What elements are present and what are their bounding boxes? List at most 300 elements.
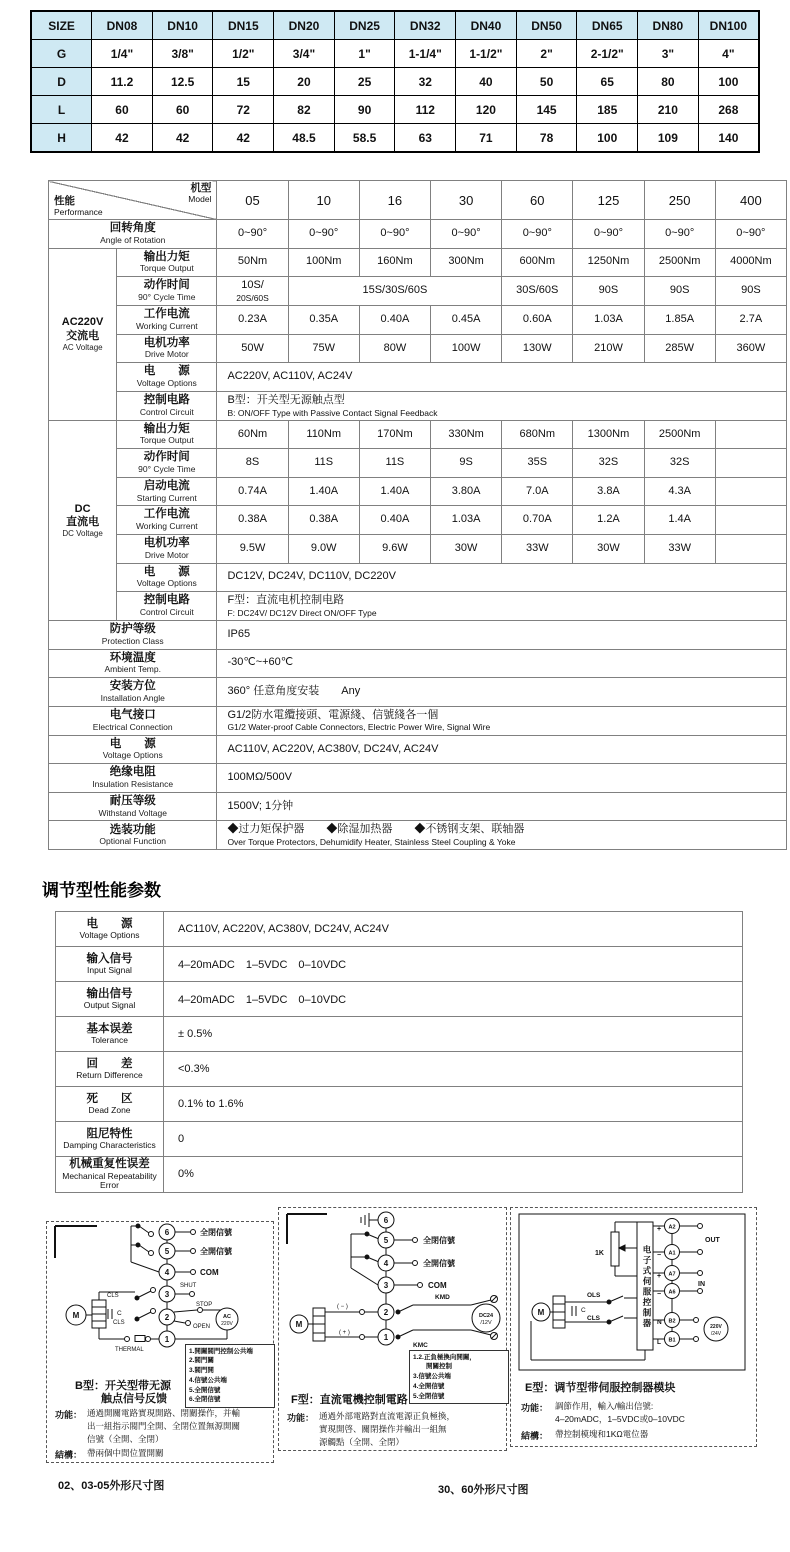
- voltage-group-cell: [49, 420, 117, 620]
- row-label-cn: 环境温度: [109, 651, 156, 664]
- value-text: 33W: [525, 541, 549, 554]
- legend-line: 1.開關閥門控制公共端: [189, 1347, 253, 1355]
- value-text: 50W: [241, 341, 264, 354]
- reg-row-label: [56, 1052, 164, 1087]
- perf-value-cell: [644, 449, 715, 478]
- size-row: [31, 96, 759, 124]
- terminal-label: A2: [668, 1224, 676, 1231]
- value-text: B型：开关型无源触点型: [227, 393, 345, 406]
- perf-value-cell: [502, 220, 573, 249]
- reg-label-cn: 基本误差: [86, 1022, 133, 1035]
- size-row-label: H: [31, 124, 92, 153]
- row-label-cn: 回转角度: [109, 222, 156, 234]
- reg-label-en: Damping Characteristics: [63, 1140, 156, 1151]
- perf-value-cell: [502, 420, 573, 449]
- perf-value-cell: [431, 477, 502, 506]
- plus-mark: +: [657, 1225, 662, 1233]
- size-cell: 100: [577, 124, 638, 153]
- enclosure-corner: [287, 1214, 327, 1244]
- perf-row: [49, 678, 787, 707]
- perf-value-cell: [715, 220, 786, 249]
- perf-value-cell: [217, 248, 288, 277]
- size-row-label: G: [31, 40, 92, 68]
- terminal-label: A1: [668, 1250, 676, 1257]
- perf-row: [49, 592, 787, 621]
- reg-row: [56, 947, 743, 982]
- terminal-number: 4: [383, 1258, 389, 1268]
- size-cell: 72: [213, 96, 274, 124]
- perf-row: [49, 248, 787, 277]
- e-diagram-title: E型：调节型带伺服控制器模块: [525, 1381, 676, 1394]
- dc-voltage-label2: /12V: [480, 1319, 492, 1326]
- size-cell: 12.5: [152, 68, 213, 96]
- terminal-number: 4: [164, 1267, 170, 1277]
- value-text: 2500Nm: [658, 255, 701, 268]
- value-text: 1.03A: [594, 312, 623, 325]
- value-text: 170Nm: [377, 427, 413, 440]
- perf-value-cell: [573, 220, 644, 249]
- size-cell: 3/8": [152, 40, 213, 68]
- e-structure-label: 結構：: [521, 1430, 549, 1441]
- perf-row-label: [49, 220, 217, 249]
- size-header-cell: DN32: [395, 11, 456, 40]
- size-row: [31, 40, 759, 68]
- capacitor-label: C: [117, 1309, 122, 1317]
- regulation-section-heading: 调节型性能参数: [42, 881, 161, 901]
- row-label-en: Voltage Options: [136, 377, 197, 388]
- size-header-cell: DN100: [698, 11, 759, 40]
- b-function-label: 功能：: [55, 1409, 83, 1420]
- perf-row: [49, 363, 787, 392]
- f-diagram-title: F型：直流電機控制電路: [291, 1393, 408, 1406]
- e-func-line: 4–20mADC，1–5VDC或0–10VDC: [555, 1413, 685, 1424]
- regulation-table: [55, 911, 743, 1192]
- size-header-cell: DN15: [213, 11, 274, 40]
- terminal-label: B1: [668, 1337, 676, 1344]
- row-label-en: Voltage Options: [102, 750, 163, 761]
- reg-label-cn: 回 差: [86, 1057, 133, 1070]
- capacitor-label: C: [581, 1306, 586, 1314]
- perf-value-cell: [359, 449, 430, 478]
- row-label-en: Torque Output: [139, 263, 194, 274]
- perf-value-cell: [715, 334, 786, 363]
- perf-row-label: [49, 764, 217, 793]
- model-header-cell: 30: [431, 181, 502, 220]
- power-voltage-label: 220V: [710, 1323, 722, 1330]
- value-text: 360° 任意角度安装 Any: [227, 685, 361, 698]
- perf-value-cell: [217, 792, 787, 821]
- row-label-en: Electrical Connection: [92, 721, 173, 732]
- value-text: 1.40A: [380, 484, 410, 497]
- perf-value-cell: [715, 477, 786, 506]
- perf-value-cell: [644, 220, 715, 249]
- row-label-cn: 动作时间: [143, 279, 190, 292]
- perf-value-cell: [644, 306, 715, 335]
- perf-row: [49, 277, 787, 306]
- size-header-cell: DN20: [274, 11, 335, 40]
- value-text: 0~90°: [593, 226, 624, 239]
- perf-value-cell: [715, 248, 786, 277]
- e-function-label: 功能：: [521, 1402, 549, 1413]
- perf-row-label: [117, 391, 217, 420]
- perf-row: [49, 391, 787, 420]
- value-text: 4.3A: [668, 484, 691, 497]
- dc-voltage-label: DC24: [478, 1312, 494, 1319]
- perf-value-cell: [644, 477, 715, 506]
- minus-label: ( − ): [337, 1303, 348, 1310]
- cls-label: CLS: [113, 1319, 125, 1326]
- row-label-cn: 控制电路: [143, 393, 190, 406]
- value-text: AC110V, AC220V, AC380V, DC24V, AC24V: [227, 742, 439, 755]
- value-text: 2500Nm: [658, 427, 701, 440]
- perf-row: [49, 334, 787, 363]
- value-text: 100W: [451, 341, 481, 354]
- perf-value-cell: [288, 506, 359, 535]
- perf-value-cell: [644, 506, 715, 535]
- row-label-en: Ambient Temp.: [104, 664, 161, 675]
- perf-value-cell: [359, 220, 430, 249]
- legend-line: 2.閥門關: [189, 1357, 214, 1365]
- perf-value-cell: [217, 363, 787, 392]
- group-name: AC220V: [61, 316, 104, 329]
- perf-row-label: [49, 821, 217, 850]
- perf-value-cell: [217, 735, 787, 764]
- perf-value-cell: [715, 277, 786, 306]
- cls-label: CLS: [107, 1292, 119, 1299]
- value-text: 75W: [312, 341, 336, 354]
- row-label-cn: 动作时间: [143, 451, 190, 464]
- perf-value-cell: [644, 277, 715, 306]
- value-text: ◆过力矩保护器 ◆除湿加热器 ◆不锈钢支架、联轴器: [227, 823, 525, 836]
- model-header-cell: 16: [359, 181, 430, 220]
- value-text: 0.40A: [380, 312, 410, 325]
- row-label-cn: 电机功率: [143, 536, 190, 549]
- perf-row: [49, 420, 787, 449]
- perf-value-cell: [715, 306, 786, 335]
- b-func-line: 出一組指示閥門全開、全閉位置無源開關: [87, 1420, 241, 1431]
- ground-icon: [361, 1213, 369, 1227]
- closed-signal-label: 全閉信號: [200, 1227, 232, 1237]
- terminal-number: 3: [383, 1280, 389, 1290]
- corner-model-label: 机型 Model: [188, 182, 212, 204]
- perf-row: [49, 506, 787, 535]
- size-header-cell: DN80: [638, 11, 699, 40]
- e-function-text: [555, 1400, 685, 1426]
- value-text: 1.03A: [451, 513, 481, 526]
- perf-value-cell: [502, 248, 573, 277]
- size-cell: 32: [395, 68, 456, 96]
- reg-row: [56, 1087, 743, 1122]
- perf-value-cell: [502, 334, 573, 363]
- perf-value-cell: [573, 449, 644, 478]
- group-name-cn: 交流电: [66, 329, 100, 342]
- size-cell: 1/4": [92, 40, 153, 68]
- terminal-number: 6: [164, 1227, 170, 1237]
- perf-row-label: [117, 277, 217, 306]
- reg-row: [56, 1017, 743, 1052]
- perf-value-cell: [288, 477, 359, 506]
- model-header-cell: 10: [288, 181, 359, 220]
- in-label: IN: [698, 1280, 705, 1288]
- row-label-en: Voltage Options: [136, 578, 197, 589]
- caption-right: 30、60外形尺寸图: [438, 1483, 529, 1496]
- value-text: G1/2防水電纜接頭、電源綫、信號綫各一個: [227, 708, 439, 721]
- value-text: 3.80A: [451, 484, 481, 497]
- perf-value-cell: [359, 420, 430, 449]
- perf-row-label: [49, 649, 217, 678]
- plus-label: ( + ): [339, 1329, 350, 1336]
- perf-value-cell: [217, 391, 787, 420]
- thermal-label: THERMAL: [115, 1346, 144, 1353]
- value-text: 90S: [741, 284, 761, 297]
- value-text: 1.85A: [665, 312, 695, 325]
- perf-value-cell: [715, 449, 786, 478]
- capacitor-icon: [572, 1306, 576, 1316]
- size-cell: 1-1/4": [395, 40, 456, 68]
- perf-row: [49, 477, 787, 506]
- reg-row-label: [56, 947, 164, 982]
- value-text: 11S: [314, 456, 334, 469]
- perf-value-cell: [431, 534, 502, 563]
- b-structure-label: 結構：: [55, 1449, 83, 1460]
- value-text: 30S/60S: [516, 284, 559, 297]
- reg-label-cn: 电 源: [86, 917, 133, 930]
- perf-row: [49, 220, 787, 249]
- value-text: 0.70A: [522, 513, 552, 526]
- perf-value-cell: [573, 420, 644, 449]
- row-label-cn: 耐压等级: [109, 794, 156, 807]
- size-cell: 2": [516, 40, 577, 68]
- group-name-en: DC Voltage: [62, 528, 103, 538]
- perf-value-cell: [288, 534, 359, 563]
- perf-row: [49, 735, 787, 764]
- size-cell: 78: [516, 124, 577, 153]
- terminal-label: A7: [668, 1271, 676, 1278]
- size-row: [31, 124, 759, 153]
- voltage-group-cell: [49, 248, 117, 420]
- dimension-captions: [0, 1463, 790, 1503]
- size-cell: 65: [577, 68, 638, 96]
- f-type-diagram: [278, 1207, 507, 1451]
- value-text: 30W: [454, 541, 478, 554]
- size-cell: 3/4": [274, 40, 335, 68]
- size-cell: 63: [395, 124, 456, 153]
- perf-value-cell: [431, 334, 502, 363]
- row-label-en: Drive Motor: [144, 349, 189, 360]
- size-cell: 15: [213, 68, 274, 96]
- value-text: 0~90°: [309, 226, 339, 239]
- legend-line: 4.全開信號: [413, 1382, 445, 1390]
- f-func-line: 實現開啓、關閉操作并輸出一組無: [319, 1423, 447, 1434]
- b-type-diagram: [46, 1221, 274, 1463]
- perf-value-cell: [573, 334, 644, 363]
- perf-value-cell: [431, 449, 502, 478]
- perf-row-label: [117, 306, 217, 335]
- perf-row: [49, 449, 787, 478]
- neutral-label: N: [657, 1318, 662, 1326]
- group-name-en: AC Voltage: [62, 342, 103, 352]
- perf-row-label: [117, 334, 217, 363]
- open-signal-label: 全開信號: [423, 1258, 455, 1268]
- value-text: 330Nm: [448, 427, 484, 440]
- value-text: 90S: [669, 284, 690, 297]
- row-label-en: Angle of Rotation: [100, 234, 166, 245]
- perf-value-cell: [573, 277, 644, 306]
- reg-row: [56, 1052, 743, 1087]
- value-text: 90S: [598, 284, 619, 297]
- row-label-en: Optional Function: [99, 836, 167, 847]
- value-text: 680Nm: [519, 427, 556, 440]
- reg-row: [56, 982, 743, 1017]
- b-wiring-schematic: [47, 1222, 273, 1354]
- perf-row: [49, 306, 787, 335]
- f-func-line: 源觸點（全開、全閉）: [319, 1437, 405, 1448]
- value-text: 0.40A: [380, 513, 410, 526]
- row-label-en: Starting Current: [136, 492, 197, 503]
- perf-row: [49, 792, 787, 821]
- perf-value-cell: [502, 449, 573, 478]
- reg-row-label: [56, 1157, 164, 1192]
- b-structure-text: 帶兩個中間位置開關: [87, 1447, 164, 1458]
- perf-value-cell: [217, 506, 288, 535]
- size-cell: 1/2": [213, 40, 274, 68]
- terminal-label: B2: [668, 1318, 676, 1325]
- value-text: 80W: [383, 341, 407, 354]
- wiring-diagrams: [0, 1205, 790, 1463]
- value-text: 32S: [598, 456, 619, 469]
- value-text: 1300Nm: [587, 427, 630, 440]
- value-text: 600Nm: [519, 255, 556, 268]
- size-row-label: D: [31, 68, 92, 96]
- value-text: 0.74A: [238, 484, 267, 497]
- size-cell: 40: [456, 68, 517, 96]
- perf-value-cell: [288, 420, 359, 449]
- size-cell: 25: [334, 68, 395, 96]
- size-cell: 4": [698, 40, 759, 68]
- reg-row-label: [56, 1122, 164, 1157]
- perf-value-cell: [644, 248, 715, 277]
- out-label: OUT: [705, 1236, 720, 1244]
- value-text: 0.60A: [522, 312, 552, 325]
- size-table: [30, 10, 760, 153]
- perf-row-label: [117, 506, 217, 535]
- perf-corner-cell: [49, 181, 217, 220]
- value-text: 300Nm: [448, 255, 484, 268]
- size-cell: 90: [334, 96, 395, 124]
- row-label-en: Working Current: [135, 320, 198, 331]
- motor-label: M: [537, 1307, 545, 1317]
- model-header-cell: 60: [502, 181, 573, 220]
- row-label-en: Drive Motor: [144, 549, 189, 560]
- size-row: [31, 68, 759, 96]
- reg-label-en: Voltage Options: [79, 930, 140, 941]
- value-subtext: G1/2 Water-proof Cable Connectors, Electric Power Wire, Signal Wire: [227, 722, 491, 733]
- legend-line: 6.全閉信號: [189, 1396, 221, 1404]
- caption-left: 02、03-05外形尺寸图: [58, 1479, 165, 1492]
- perf-value-cell: [288, 248, 359, 277]
- size-cell: 42: [213, 124, 274, 153]
- size-cell: 42: [92, 124, 153, 153]
- perf-value-cell: [217, 449, 288, 478]
- com-label: COM: [428, 1280, 447, 1290]
- reg-label-en: Dead Zone: [88, 1105, 131, 1116]
- value-text: 8S: [245, 456, 260, 469]
- perf-row: [49, 764, 787, 793]
- b-function-text: [87, 1407, 240, 1447]
- perf-row-label: [117, 248, 217, 277]
- value-text: 210W: [594, 341, 623, 354]
- performance-table: [48, 180, 787, 850]
- value-subtext: Over Torque Protectors, Dehumidify Heater, Stainless Steel Coupling & Yoke: [227, 837, 516, 848]
- b-func-line: 信號（全開、全閉）: [87, 1434, 164, 1445]
- size-cell: 210: [638, 96, 699, 124]
- size-cell: 58.5: [334, 124, 395, 153]
- perf-value-cell: [715, 506, 786, 535]
- value-text: 100MΩ/500V: [227, 771, 292, 784]
- model-header-cell: 400: [715, 181, 786, 220]
- size-cell: 1-1/2": [456, 40, 517, 68]
- value-subtext: 20S/60S: [236, 292, 269, 303]
- value-text: 11S: [385, 456, 405, 469]
- legend-line: 3.信號公共端: [413, 1373, 451, 1381]
- perf-value-cell: [573, 477, 644, 506]
- size-cell: 20: [274, 68, 335, 96]
- perf-value-cell: [217, 420, 288, 449]
- legend-line: 5.全開信號: [189, 1386, 221, 1394]
- reg-label-cn: 机械重复性误差: [69, 1158, 150, 1171]
- reg-row: [56, 1122, 743, 1157]
- value-text: 9S: [459, 456, 473, 469]
- resistor-value-label: 1K: [595, 1249, 604, 1257]
- size-cell: 82: [274, 96, 335, 124]
- kmd-label: KMD: [435, 1293, 450, 1301]
- perf-value-cell: [573, 506, 644, 535]
- b-diagram-title: [75, 1380, 171, 1408]
- perf-value-cell: [644, 334, 715, 363]
- perf-value-cell: [288, 449, 359, 478]
- model-header-cell: 05: [217, 181, 288, 220]
- row-label-en: Control Circuit: [139, 406, 194, 417]
- perf-row: [49, 621, 787, 650]
- reg-label-en: Input Signal: [87, 965, 132, 976]
- value-text: 285W: [665, 341, 695, 354]
- reg-row-label: [56, 1017, 164, 1052]
- size-header-cell: DN40: [456, 11, 517, 40]
- perf-value-cell: [217, 534, 288, 563]
- f-function-label: 功能：: [287, 1412, 315, 1423]
- e-wiring-schematic: [511, 1208, 756, 1376]
- perf-value-cell: [359, 477, 430, 506]
- size-cell: 50: [516, 68, 577, 96]
- perf-value-cell: [502, 277, 573, 306]
- value-text: 50Nm: [237, 255, 268, 268]
- value-text: 60Nm: [237, 427, 268, 440]
- enclosure-corner: [55, 1226, 97, 1258]
- value-text: 0.35A: [309, 312, 339, 325]
- perf-value-cell: [644, 420, 715, 449]
- perf-value-cell: [288, 277, 502, 306]
- value-text: 130W: [522, 341, 552, 354]
- terminal-number: 5: [383, 1235, 389, 1245]
- size-header-row: [31, 11, 759, 40]
- potentiometer-icon: [611, 1232, 619, 1266]
- thermal-protector-icon: [135, 1335, 145, 1341]
- reg-row: [56, 912, 743, 947]
- terminal-label: A6: [668, 1289, 676, 1296]
- reg-label-cn: 阻尼特性: [86, 1127, 133, 1140]
- perf-value-cell: [359, 506, 430, 535]
- size-cell: 268: [698, 96, 759, 124]
